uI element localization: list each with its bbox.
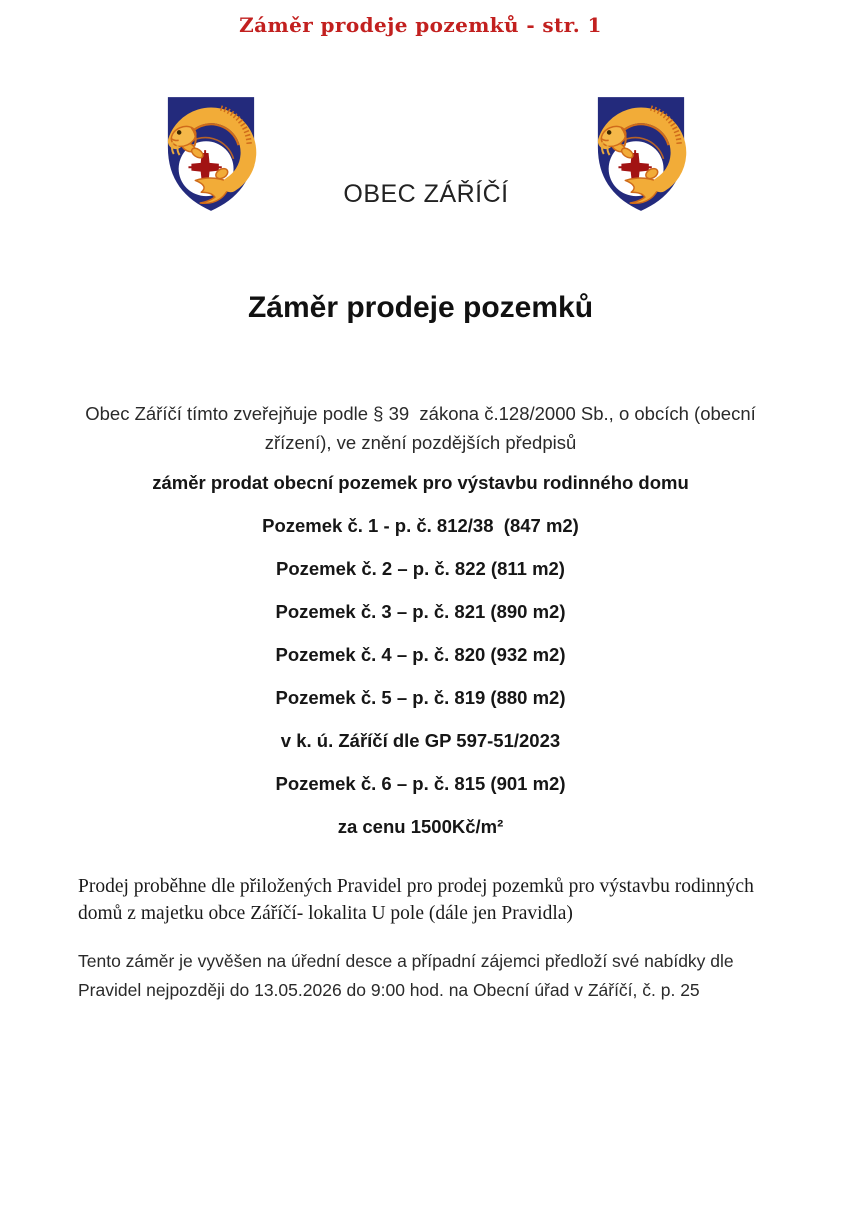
plot-line-4: Pozemek č. 4 – p. č. 820 (932 m2) [275, 644, 566, 665]
coat-of-arms-icon [162, 94, 260, 214]
intro-line-2: zřízení), ve znění pozdějších předpisů [264, 432, 577, 453]
plot-line-1: Pozemek č. 1 - p. č. 812/38 (847 m2) [262, 515, 579, 536]
page-header-label: Záměr prodeje pozemků - str. 1 [239, 13, 602, 37]
plot-line-5: Pozemek č. 5 – p. č. 819 (880 m2) [275, 687, 566, 708]
coat-of-arms-icon [592, 94, 690, 214]
plot-line-6: Pozemek č. 6 – p. č. 815 (901 m2) [275, 773, 566, 794]
rules-paragraph [78, 873, 781, 927]
document-page [0, 13, 841, 1005]
price-line: za cenu 1500Kč/m² [337, 816, 504, 837]
notice-paragraph-line-2: Pravidel nejpozději do 13.05.2026 do 9:00 hod. na Obecní úřad v Záříčí, č. p. 25 [78, 980, 700, 1000]
municipality-name: OBEC ZÁŘÍČÍ [343, 180, 509, 208]
intro-line-1: Obec Záříčí tímto zveřejňuje podle § 39 zákona č.128/2000 Sb., o obcích (obecní [85, 403, 756, 424]
plot-line-2: Pozemek č. 2 – p. č. 822 (811 m2) [276, 558, 565, 579]
sale-subject-line: záměr prodat obecní pozemek pro výstavbu rodinného domu [152, 472, 689, 493]
cadastral-area-line: v k. ú. Záříčí dle GP 597-51/2023 [280, 730, 561, 751]
document-title: Záměr prodeje pozemků [247, 291, 594, 324]
notice-paragraph-line-1: Tento záměr je vyvěšen na úřední desce a případní zájemci předloží své nabídky dle [78, 951, 734, 971]
header-row [0, 94, 841, 214]
rules-paragraph-line-1: Prodej proběhne dle přiložených Pravidel pro prodej pozemků pro výstavbu rodinných [78, 876, 754, 897]
rules-paragraph-line-2: domů z majetku obce Záříčí- lokalita U pole (dále jen Pravidla) [78, 903, 573, 924]
notice-paragraph [78, 947, 781, 1005]
intro-paragraph [0, 399, 841, 457]
plot-line-3: Pozemek č. 3 – p. č. 821 (890 m2) [275, 601, 566, 622]
plot-list [0, 513, 841, 839]
